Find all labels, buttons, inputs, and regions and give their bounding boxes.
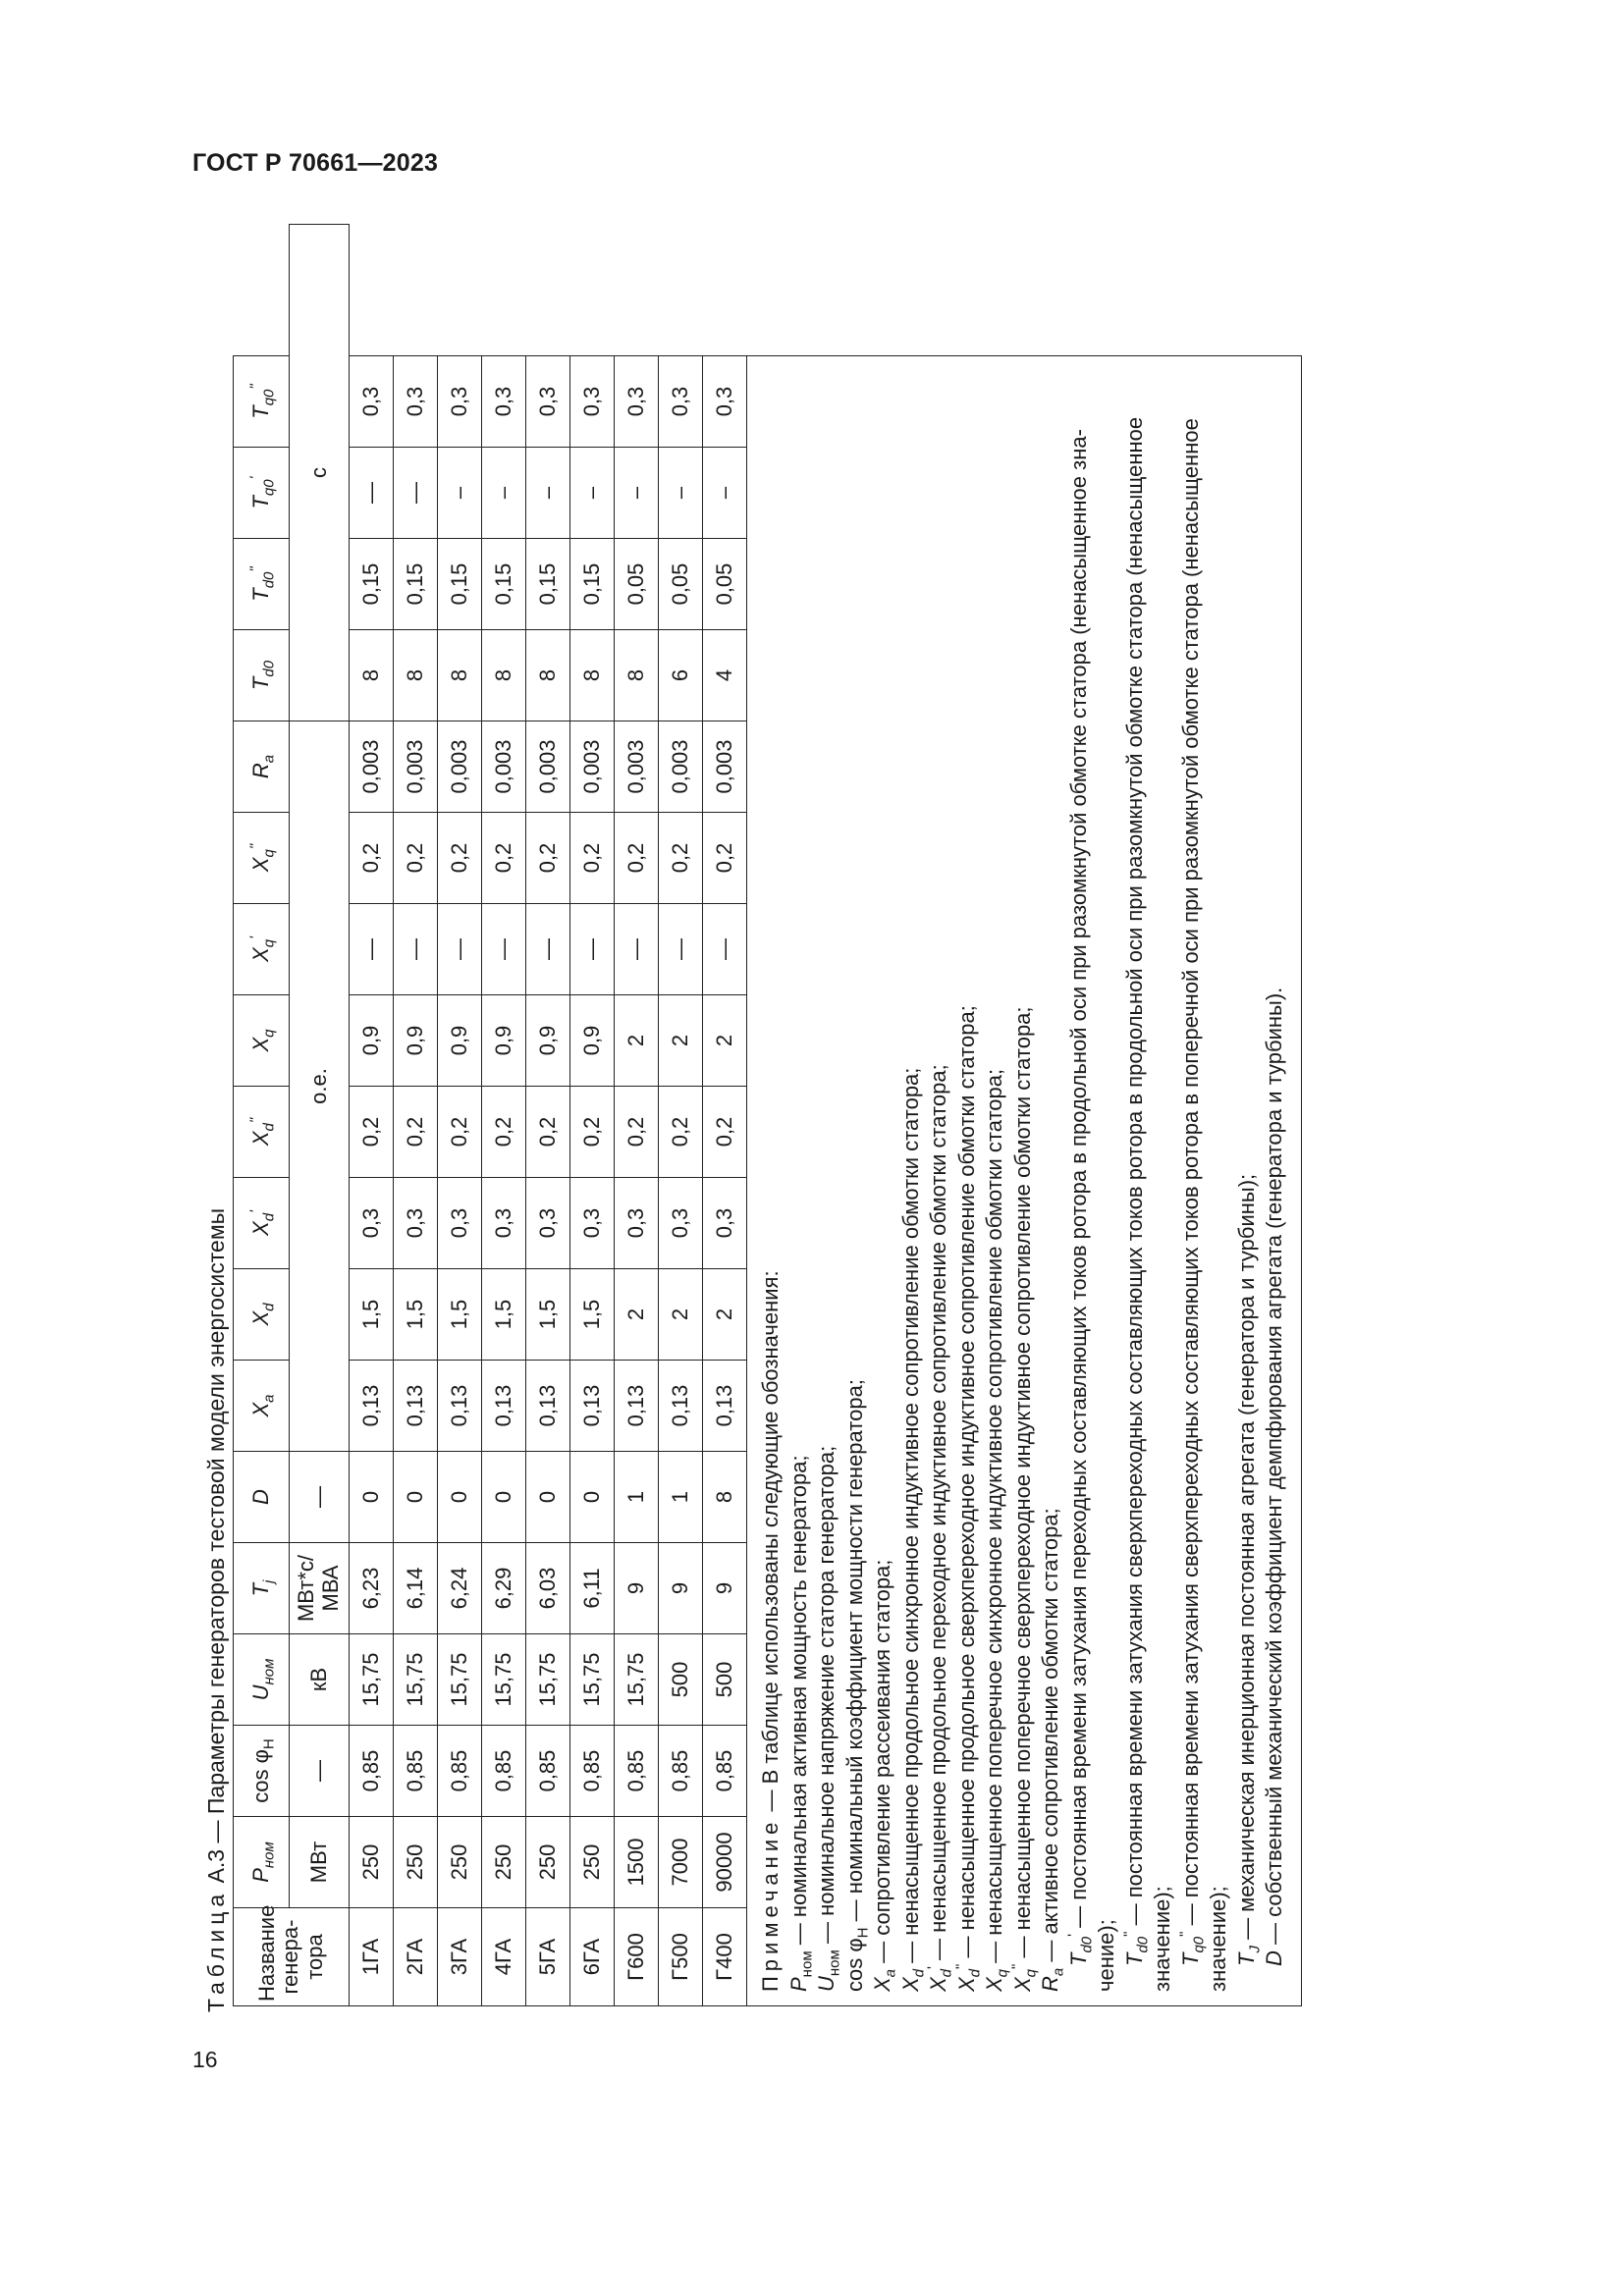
table-cell: — [482,904,526,995]
table-cell: 8 [350,630,394,721]
header-xd: $X_d$ [234,1269,290,1361]
table-cell: 9 [615,1543,659,1634]
note-p-nom: $P_{ном}$ — номинальная активная мощность генератора; [785,1455,815,1992]
table-cell: 0,2 [350,1087,394,1178]
table-cell: 0,85 [570,1726,615,1817]
header-u-nom: $U_{ном}$ [234,1634,290,1726]
table-cell: 6,24 [438,1543,482,1634]
unit-seconds: с [290,225,350,721]
generator-name-cell: 5ГА [526,1908,570,2006]
table-cell: 0,2 [659,813,703,904]
table-cell: 0,003 [482,721,526,813]
header-ra: $R_a$ [234,721,290,813]
table-cell: 2 [659,995,703,1087]
table-cell: 0,3 [570,1178,615,1269]
header-row-units [290,225,350,2006]
note-td0-double-prime: $T_{d0}^"$ — постоянная времени затухания сверхпереходных составляющих токов ротора в продольной оси при разомкнутой обмотке статора (ненасыщенное [1120,416,1151,1966]
table-cell: 0,85 [350,1726,394,1817]
table-cell: 0,15 [438,539,482,630]
table-cell: 0,13 [615,1361,659,1452]
table-row [659,225,703,2006]
table-cell: 0,15 [570,539,615,630]
header-td0: $T_{d0}$ [234,630,290,721]
table-cell: 0,9 [570,995,615,1087]
table-cell: 8 [570,630,615,721]
table-cell: 1,5 [482,1269,526,1361]
table-cell: – [703,448,747,539]
table-cell: 0,2 [394,813,438,904]
unit-mw: МВт [290,1817,350,1908]
table-row [438,225,482,2006]
table-caption [203,1208,230,2012]
table-cell: 1500 [615,1817,659,1908]
table-cell: 0,3 [659,356,703,448]
table-cell: 0,9 [350,995,394,1087]
note-td0-cont: чение); [1094,1919,1118,1992]
table-cell: 0,15 [350,539,394,630]
table-cell: 0,3 [570,356,615,448]
table-cell: 2 [703,1269,747,1361]
header-tq0-double-prime: $T_{q0}^"$ [234,356,290,448]
table-cell: 8 [526,630,570,721]
table-row [615,225,659,2006]
table-cell: 0 [526,1452,570,1543]
note-u-nom: $U_{ном}$ — номинальное напряжение статора генератора; [814,1445,843,1992]
table-cell: 250 [394,1817,438,1908]
table-cell: 15,75 [526,1634,570,1726]
table-cell: 250 [350,1817,394,1908]
table-row [703,225,747,2006]
table-cell: 6,03 [526,1543,570,1634]
table-cell: 0,3 [482,356,526,448]
table-cell: 90000 [703,1817,747,1908]
table-cell: 0,13 [394,1361,438,1452]
table-cell: 15,75 [438,1634,482,1726]
table-cell: 500 [703,1634,747,1726]
table-cell: – [438,448,482,539]
table-cell: 0,85 [526,1726,570,1817]
table-cell: 0,15 [482,539,526,630]
table-cell: 0,003 [703,721,747,813]
table-cell: 0,9 [438,995,482,1087]
note-xd: $X_d$ — ненасыщенное продольное синхронное индуктивное сопротивление обмотки статора; [897,1067,927,1992]
table-cell: 0,2 [438,813,482,904]
table-cell: 0,85 [394,1726,438,1817]
table-cell: 0,3 [394,1178,438,1269]
table-cell: 0,13 [659,1361,703,1452]
table-cell: 0 [438,1452,482,1543]
table-cell: 0,85 [438,1726,482,1817]
table-cell: 0,2 [394,1087,438,1178]
table-cell: — [394,448,438,539]
table-cell: 0,9 [394,995,438,1087]
table-cell: 4 [703,630,747,721]
table-cell: 0,3 [438,1178,482,1269]
table-cell: 0,3 [438,356,482,448]
table-cell: — [394,904,438,995]
note-xd-prime: $X_d'$ — ненасыщенное продольное переходное индуктивное сопротивление обмотки статора; [924,1064,955,1992]
table-cell: 8 [394,630,438,721]
table-cell: 0,2 [615,813,659,904]
note-td0: $T_{d0}'$ — постоянная времени затухания переходных составляющих токов ротора в продольной оси при разомкнутой обмотке статора (ненасыщенное зна- [1064,429,1095,1966]
table-cell: 0,13 [482,1361,526,1452]
table-cell: 0,2 [482,813,526,904]
page-number: 16 [192,2047,218,2072]
table-cell: 0,13 [526,1361,570,1452]
note-d: D — собственный механический коэффициент демпфирования агрегата (генератора и турбины). [1262,987,1286,1966]
table-row [350,225,394,2006]
table-cell: 1,5 [570,1269,615,1361]
table-cell: 0,003 [570,721,615,813]
generator-name-cell: Г500 [659,1908,703,2006]
table-cell: 15,75 [570,1634,615,1726]
table-cell: — [570,904,615,995]
table-cell: 6,29 [482,1543,526,1634]
table-cell: — [659,904,703,995]
header-xa: $X_a$ [234,1361,290,1452]
table-cell: 0,2 [438,1087,482,1178]
note-xa: $X_a$ — сопротивление рассеивания статора; [870,1559,899,1992]
table-cell: 2 [659,1269,703,1361]
table-cell: – [570,448,615,539]
unit-tj: МВт*с/ МВА [290,1543,350,1634]
table-cell: 15,75 [615,1634,659,1726]
notes-row [747,225,1302,2006]
table-cell: 0,3 [615,356,659,448]
table-cell: 0,85 [615,1726,659,1817]
unit-kv: кВ [290,1634,350,1726]
table-cell: 0,3 [659,1178,703,1269]
note-td0-double-prime-cont: значение); [1150,1886,1174,1992]
table-row [482,225,526,2006]
table-cell: 250 [526,1817,570,1908]
table-cell: 0,85 [482,1726,526,1817]
generator-name-cell: 1ГА [350,1908,394,2006]
header-row-symbols [234,225,290,2006]
generator-name-cell: 3ГА [438,1908,482,2006]
header-xq-prime: $X_q'$ [234,904,290,995]
table-cell: 0,9 [526,995,570,1087]
table-cell: — [350,448,394,539]
table-cell: — [615,904,659,995]
table-cell: 8 [703,1452,747,1543]
unit-cos: — [290,1726,350,1817]
table-cell: 15,75 [394,1634,438,1726]
table-cell: 0,003 [659,721,703,813]
table-cell: 0,2 [350,813,394,904]
header-tj: $T_j$ [234,1543,290,1634]
table-cell: 0,15 [394,539,438,630]
table-cell: 1 [659,1452,703,1543]
table-cell: — [350,904,394,995]
table-cell: 0,2 [615,1087,659,1178]
table-cell: 0,2 [526,1087,570,1178]
table-row [394,225,438,2006]
header-cos-phi: $\cos \varphi_Н$ [234,1726,290,1817]
table-cell: 0,003 [438,721,482,813]
table-cell: 1,5 [526,1269,570,1361]
table-cell: — [526,904,570,995]
generator-name-cell: 2ГА [394,1908,438,2006]
table-cell: 0,003 [526,721,570,813]
table-cell: 250 [570,1817,615,1908]
header-td0-double-prime: $T_{d0}^"$ [234,539,290,630]
table-cell: 0,3 [394,356,438,448]
table-cell: 8 [438,630,482,721]
table-cell: 0,2 [482,1087,526,1178]
table-cell: — [703,904,747,995]
table-cell: 2 [615,1269,659,1361]
table-row [526,225,570,2006]
table-cell: – [615,448,659,539]
table-row [570,225,615,2006]
unit-oe: о.е. [290,721,350,1452]
table-cell: 0,13 [438,1361,482,1452]
table-cell: 0,3 [615,1178,659,1269]
table-cell: 0,9 [482,995,526,1087]
note-cos-phi: $\cos \varphi_Н$ — номинальный коэффициент мощности генератора; [841,1379,871,1992]
table-cell: 9 [703,1543,747,1634]
generator-parameters-table [233,224,1302,2006]
header-p-nom: $P_{ном}$ [234,1817,290,1908]
table-cell: 500 [659,1634,703,1726]
rotated-table-page [191,226,1380,2012]
document-header: ГОСТ Р 70661—2023 [192,149,439,177]
table-cell: 9 [659,1543,703,1634]
table-cell: 7000 [659,1817,703,1908]
table-cell: 0,85 [659,1726,703,1817]
table-cell: 6 [659,630,703,721]
table-cell: 250 [482,1817,526,1908]
note-xq-double-prime: $X_q^"$ — ненасыщенное поперечное сверхпереходное индуктивное сопротивление обмотки статора; [1008,1006,1039,1992]
table-cell: 0,3 [526,1178,570,1269]
table-cell: 0 [482,1452,526,1543]
table-cell: 0,003 [615,721,659,813]
table-cell: 6,11 [570,1543,615,1634]
generator-name-cell: 4ГА [482,1908,526,2006]
table-cell: 0,003 [394,721,438,813]
table-cell: 8 [615,630,659,721]
table-cell: 1,5 [350,1269,394,1361]
table-cell: 0 [570,1452,615,1543]
unit-d: — [290,1452,350,1543]
table-cell: 0,13 [350,1361,394,1452]
header-d: D [234,1452,290,1543]
table-cell: – [659,448,703,539]
table-cell: 0,13 [703,1361,747,1452]
table-cell: 0,3 [350,356,394,448]
table-cell: 0,3 [482,1178,526,1269]
table-cell: 0,3 [703,1178,747,1269]
table-cell: 1 [615,1452,659,1543]
notes-heading: Примечание — В таблице использованы следующие обозначения: [758,1270,783,1992]
table-cell: 0,2 [703,813,747,904]
table-cell: 0,3 [703,356,747,448]
table-cell: 0,85 [703,1726,747,1817]
table-cell: 0,05 [615,539,659,630]
table-cell: 0,2 [703,1087,747,1178]
table-cell: 0,2 [570,813,615,904]
table-cell: 6,23 [350,1543,394,1634]
caption-label: Таблица [203,1889,229,2012]
note-tq0-double-prime: $T_{q0}^"$ — постоянная времени затухания сверхпереходных составляющих токов ротора в поперечной оси при разомкнутой обмотке статора (ненасыщенное [1176,418,1207,1966]
table-cell: 0,13 [570,1361,615,1452]
table-cell: 2 [615,995,659,1087]
header-xd-double-prime: $X_d^"$ [234,1087,290,1178]
table-cell: 8 [482,630,526,721]
note-xq: $X_q$ — ненасыщенное поперечное синхронное индуктивное сопротивление обмотки статора; [982,1068,1011,1992]
table-cell: 6,14 [394,1543,438,1634]
table-cell: 15,75 [350,1634,394,1726]
table-cell: 0 [394,1452,438,1543]
table-cell: 0,2 [570,1087,615,1178]
table-cell: — [438,904,482,995]
note-tq0-double-prime-cont: значение); [1206,1886,1230,1992]
table-cell: 1,5 [438,1269,482,1361]
table-cell: 0,3 [526,356,570,448]
table-cell: 2 [703,995,747,1087]
table-cell: 15,75 [482,1634,526,1726]
table-cell: 0,05 [703,539,747,630]
header-xd-prime: $X_d'$ [234,1178,290,1269]
note-ra: $R_a$ — активное сопротивление обмотки статора; [1038,1508,1067,1992]
header-generator-name: Название генера- тора [234,1908,350,2006]
note-tj: $T_J$ — механическая инерционная постоянная агрегата (генератора и турбины); [1233,1173,1263,1966]
table-cell: 0,15 [526,539,570,630]
table-cell: 0,2 [526,813,570,904]
note-xd-double-prime: $X_d^"$ — ненасыщенное продольное сверхпереходное индуктивное сопротивление обмотки статора; [952,1005,983,1992]
header-xq-double-prime: $X_q^"$ [234,813,290,904]
table-cell: 0,05 [659,539,703,630]
table-cell: 0,3 [350,1178,394,1269]
generator-name-cell: Г400 [703,1908,747,2006]
table-cell: 0,003 [350,721,394,813]
header-xq: $X_q$ [234,995,290,1087]
generator-name-cell: 6ГА [570,1908,615,2006]
notes-cell [747,356,1302,2006]
table-cell: – [526,448,570,539]
table-cell: 0,2 [659,1087,703,1178]
table-cell: 0 [350,1452,394,1543]
header-tq0-prime: $T_{q0}'$ [234,448,290,539]
generator-name-cell: Г600 [615,1908,659,2006]
table-cell: 1,5 [394,1269,438,1361]
table-cell: – [482,448,526,539]
caption-text: А.3 — Параметры генераторов тестовой модели энергосистемы [203,1207,229,1884]
table-cell: 250 [438,1817,482,1908]
